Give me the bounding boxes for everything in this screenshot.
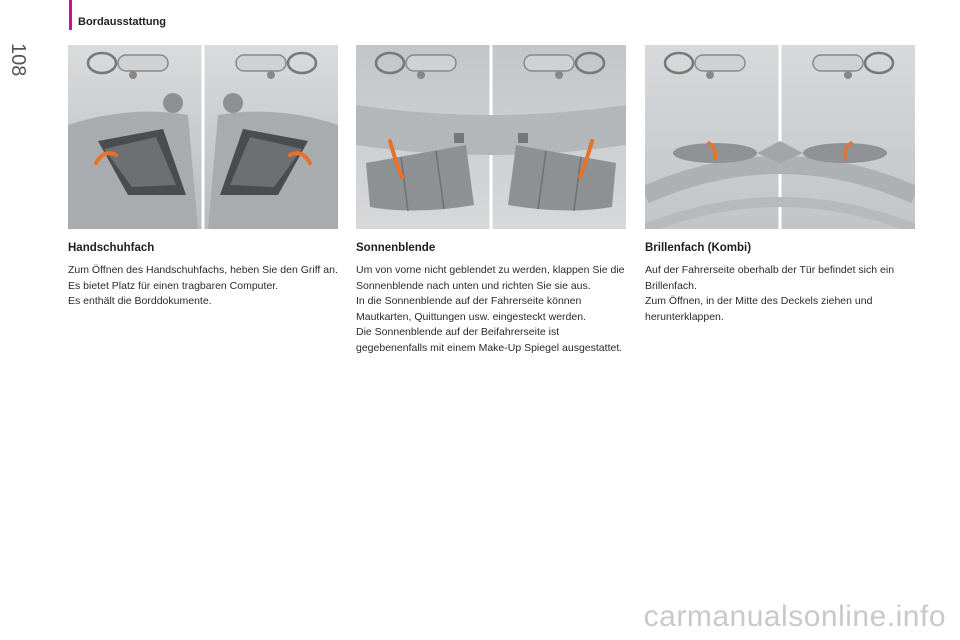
paragraph: Es bietet Platz für einen tragbaren Computer.: [68, 279, 279, 292]
paragraph: Zum Öffnen des Handschuhfachs, heben Sie den Griff an.: [68, 264, 338, 276]
section-title: Bordausstattung: [78, 16, 166, 28]
section-body: [645, 263, 915, 325]
section-heading: Brillenfach (Kombi): [645, 242, 752, 254]
paragraph: In die Sonnenblende auf der Fahrerseite können Mautkarten, Quittungen usw. eingesteckt werden.: [356, 295, 586, 323]
page-number: 108: [7, 43, 29, 77]
glovebox-illustration: [68, 45, 338, 229]
paragraph: Um von vorne nicht geblendet zu werden, klappen Sie die Sonnenblende nach unten und richten Sie sie aus.: [356, 264, 625, 292]
glasses-compartment-illustration: [645, 45, 915, 229]
paragraph: Es enthält die Borddokumente.: [68, 295, 212, 307]
glovebox-section: [68, 45, 338, 310]
glasses-compartment-section: [645, 45, 915, 325]
paragraph: Zum Öffnen, in der Mitte des Deckels ziehen und herunterklappen.: [645, 295, 873, 323]
section-heading: Handschuhfach: [68, 242, 155, 254]
sunvisor-illustration: [356, 45, 626, 229]
section-heading: Sonnenblende: [356, 242, 436, 254]
section-body: [356, 263, 626, 356]
accent-bar: [69, 0, 72, 30]
paragraph: Auf der Fahrerseite oberhalb der Tür befindet sich ein Brillenfach.: [645, 264, 895, 292]
sunvisor-section: [356, 45, 626, 356]
paragraph: Die Sonnenblende auf der Beifahrerseite ist gegebenenfalls mit einem Make-Up Spiegel ausgestattet.: [356, 326, 623, 354]
watermark: carmanualsonline.info: [643, 600, 946, 633]
section-body: [68, 263, 338, 310]
